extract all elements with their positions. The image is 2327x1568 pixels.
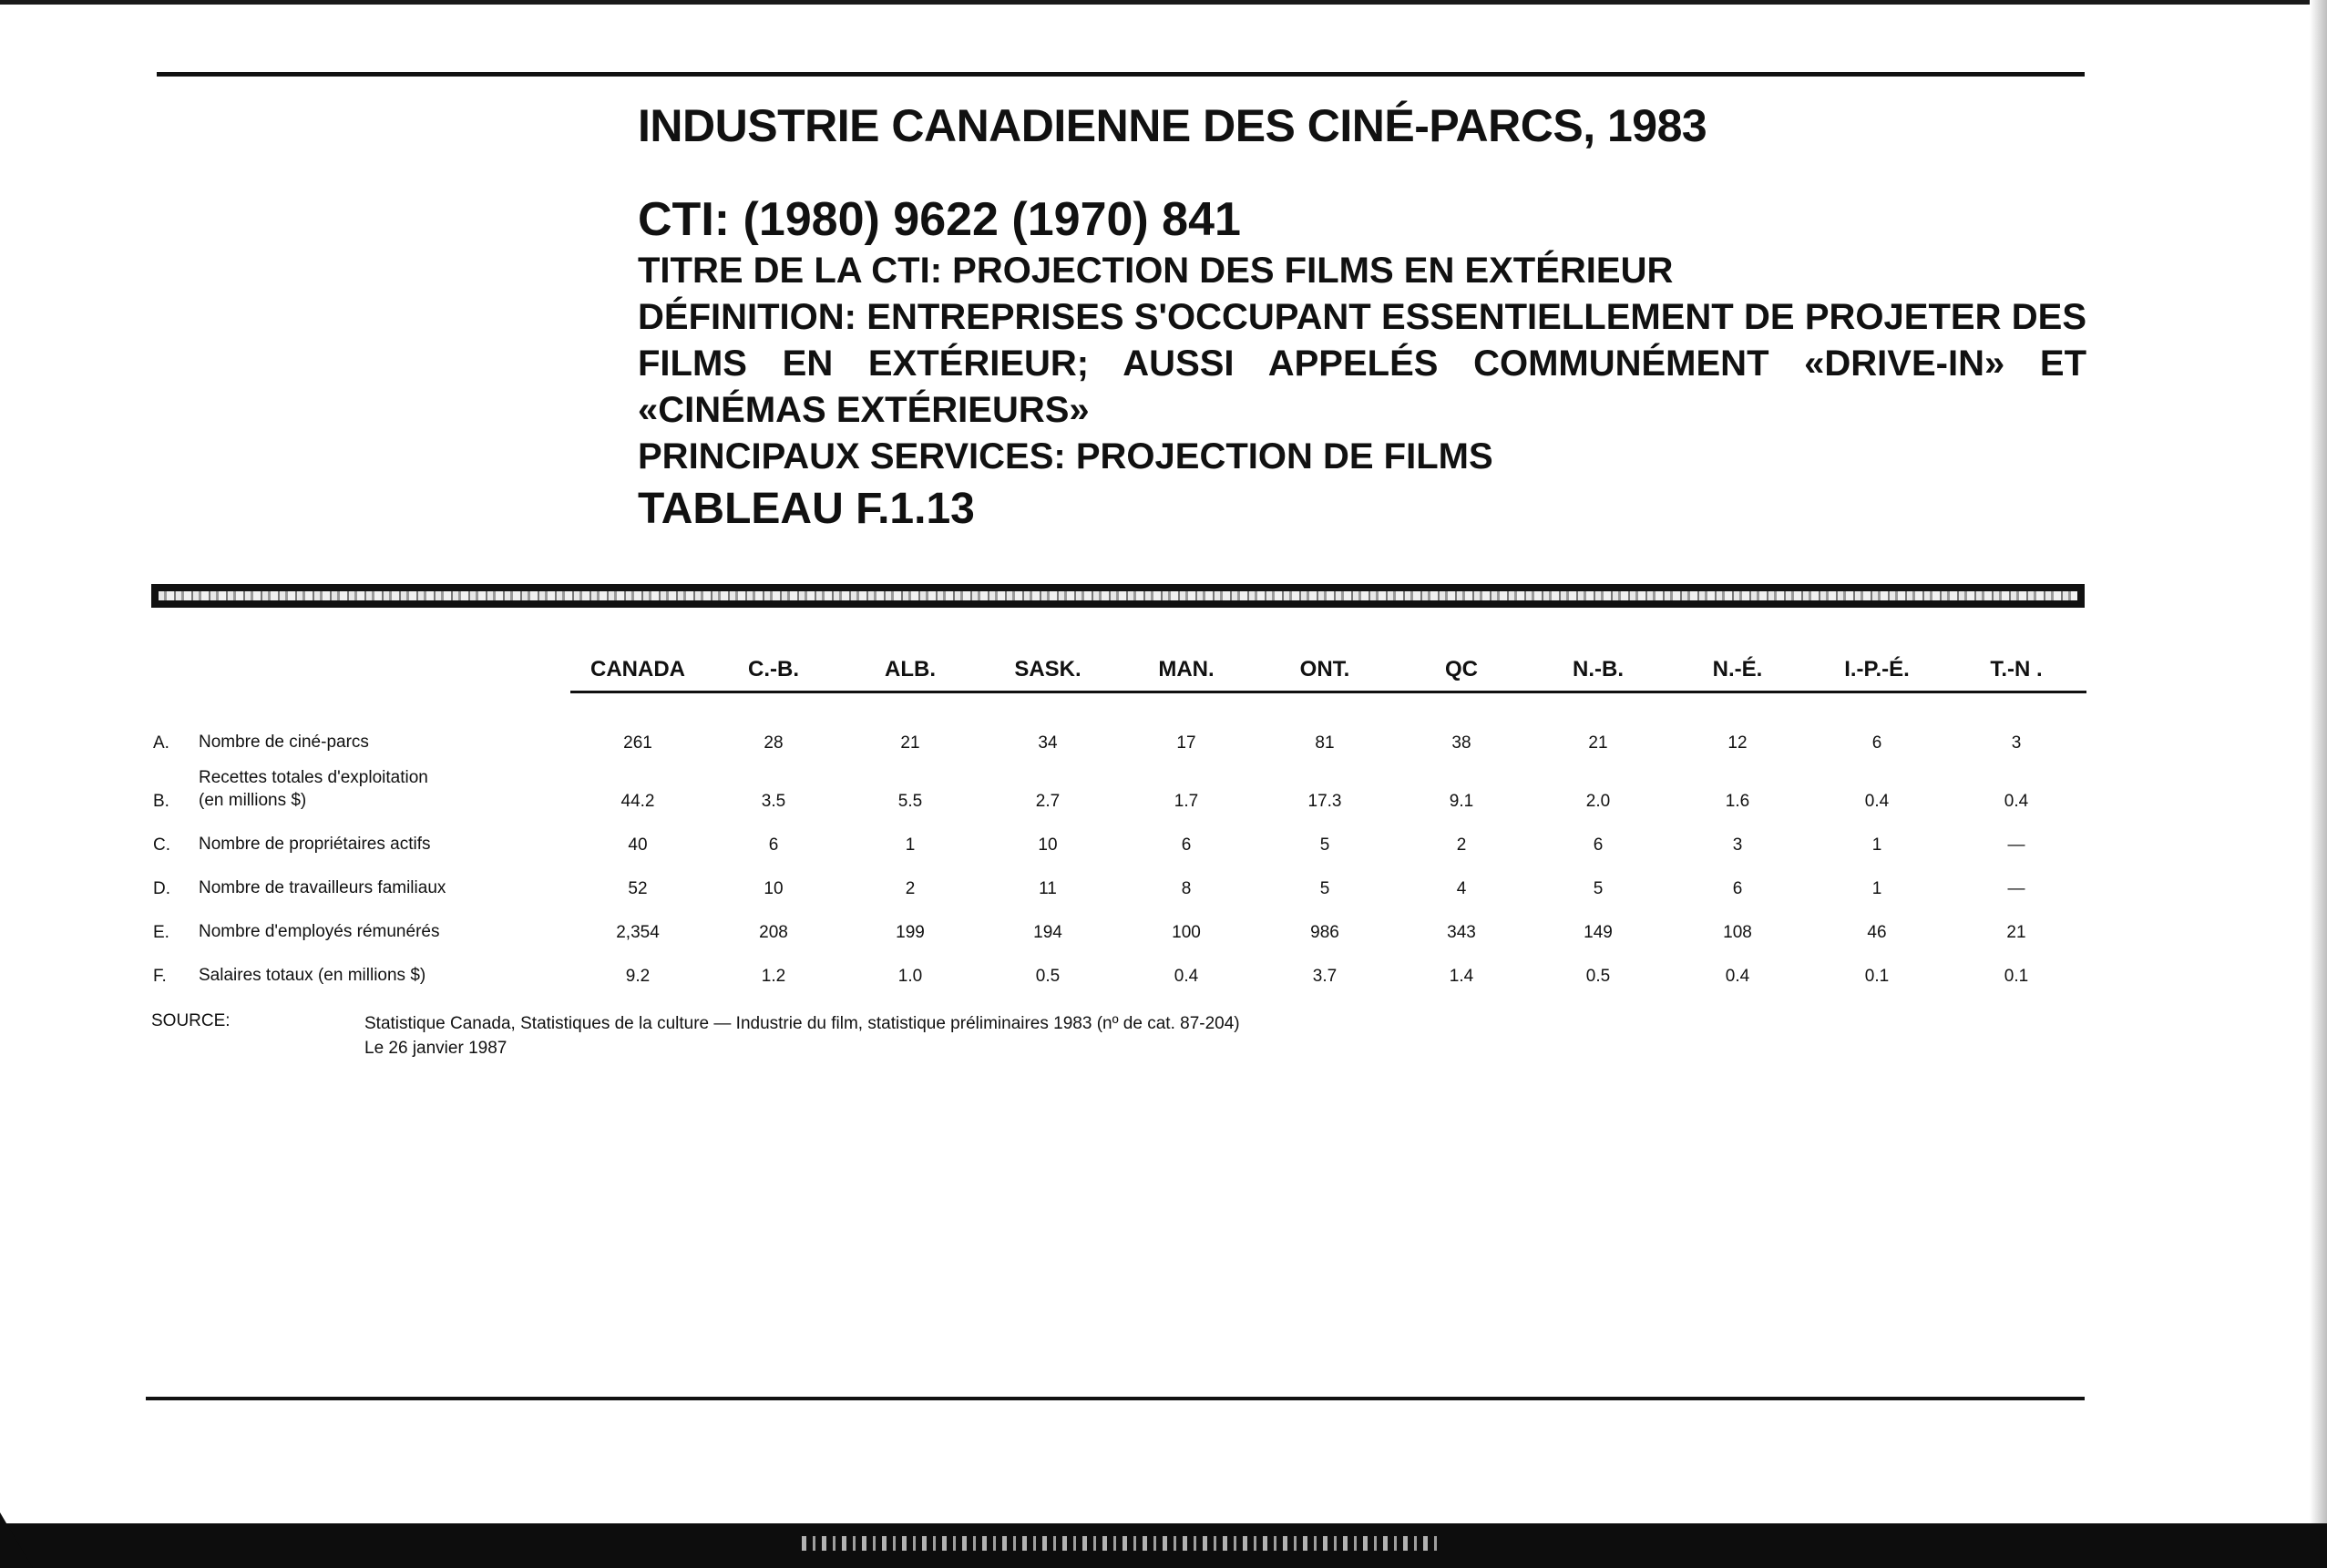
table-cell: 986 [1310, 923, 1339, 942]
row-label [199, 715, 570, 759]
table-cell: 40 [628, 835, 648, 855]
row-letter: C. [153, 835, 170, 855]
table-row [146, 948, 2086, 992]
table-cell: — [2007, 835, 2025, 855]
column-header: ALB. [842, 649, 979, 692]
table-cell: 10 [764, 879, 784, 898]
table-cell: 149 [1584, 923, 1613, 942]
row-label-line: Salaires totaux (en millions $) [199, 966, 426, 985]
table-cell: 0.5 [1035, 967, 1061, 986]
table-cell: 5.5 [897, 792, 923, 811]
band-texture [159, 591, 2077, 600]
column-header: N.-É. [1667, 649, 1808, 692]
row-label-line: Nombre d'employés rémunérés [199, 922, 440, 941]
table-cell: 261 [623, 733, 652, 753]
column-header: MAN. [1117, 649, 1256, 692]
table-cell: 10 [1038, 835, 1058, 855]
table-cell: 194 [1033, 923, 1062, 942]
cti-code: CTI: (1980) 9622 (1970) 841 [638, 193, 1241, 246]
table-cell: 3 [1732, 835, 1743, 855]
table-cell: 8 [1181, 879, 1192, 898]
table-cell: 5 [1319, 835, 1330, 855]
table-cell: 11 [1039, 879, 1057, 898]
table-cell: 21 [900, 733, 920, 753]
table-cell: 9.1 [1449, 792, 1474, 811]
table-row [146, 817, 2086, 861]
row-label-line: Nombre de ciné-parcs [199, 733, 369, 752]
table-row [146, 759, 2086, 817]
statistics-table [146, 649, 2086, 992]
table-cell: 6 [1732, 879, 1743, 898]
table-row [146, 861, 2086, 905]
table-cell: 1.2 [761, 967, 786, 986]
table-cell: 2 [905, 879, 916, 898]
table-cell: 44.2 [620, 792, 655, 811]
column-header: ONT. [1256, 649, 1394, 692]
row-label-line: Nombre de travailleurs familiaux [199, 878, 446, 897]
table-cell: 52 [628, 879, 648, 898]
column-header: C.-B. [705, 649, 842, 692]
row-letter: D. [153, 879, 170, 898]
table-cell: 0.4 [1725, 967, 1750, 986]
row-letter: F. [153, 967, 167, 986]
table-cell: 1 [1871, 835, 1882, 855]
column-header: QC [1394, 649, 1529, 692]
table-cell: 6 [768, 835, 779, 855]
row-label-line: Recettes totales d'exploitation [199, 768, 428, 787]
source-text [364, 1011, 1240, 1061]
row-label [199, 905, 570, 948]
table-cell: 12 [1727, 733, 1748, 753]
table-cell: 17.3 [1307, 792, 1342, 811]
table-spacer [146, 692, 2086, 716]
column-header: CANADA [570, 649, 705, 692]
table-cell: 199 [896, 923, 925, 942]
table-row [146, 905, 2086, 948]
document-header [638, 98, 2086, 537]
document-title: INDUSTRIE CANADIENNE DES CINÉ-PARCS, 1983 [638, 100, 1707, 151]
header-blank [199, 649, 570, 692]
bottom-rule [146, 1397, 2085, 1400]
row-label [199, 759, 570, 817]
table-cell: 1.0 [897, 967, 923, 986]
table-cell: 100 [1172, 923, 1201, 942]
row-letter: A. [153, 733, 169, 753]
table-cell: 208 [759, 923, 788, 942]
table-cell: 34 [1038, 733, 1058, 753]
table-cell: 21 [2006, 923, 2026, 942]
table-cell: 3.5 [761, 792, 786, 811]
table-cell: 2.7 [1035, 792, 1061, 811]
table-cell: 17 [1176, 733, 1196, 753]
table-cell: 108 [1723, 923, 1752, 942]
principal-services: PRINCIPAUX SERVICES: PROJECTION DE FILMS [638, 436, 1493, 477]
table-cell: 0.1 [2004, 967, 2029, 986]
table-cell: 2.0 [1585, 792, 1611, 811]
scan-right-shadow [2310, 0, 2327, 1568]
table-cell: 81 [1315, 733, 1335, 753]
table-row [146, 715, 2086, 759]
table-cell: 0.4 [2004, 792, 2029, 811]
source-date: Le 26 janvier 1987 [364, 1039, 507, 1058]
table-cell: 1.6 [1725, 792, 1750, 811]
header-blank [146, 649, 199, 692]
table-cell: 6 [1593, 835, 1604, 855]
table-cell: 1 [905, 835, 916, 855]
table-cell: 343 [1447, 923, 1476, 942]
table-cell: 2 [1456, 835, 1467, 855]
table-cell: 4 [1456, 879, 1467, 898]
table-cell: 3 [2011, 733, 2022, 753]
scan-top-edge [0, 0, 2327, 5]
row-label [199, 861, 570, 905]
table-header-row [146, 649, 2086, 692]
table-cell: 9.2 [625, 967, 651, 986]
scan-bottom-edge [0, 1523, 2327, 1568]
row-label [199, 948, 570, 992]
source-label: SOURCE: [151, 1011, 231, 1030]
column-header: N.-B. [1529, 649, 1667, 692]
table-cell: 6 [1871, 733, 1882, 753]
table-cell: 2,354 [616, 923, 660, 942]
table-body [146, 692, 2086, 993]
table-cell: — [2007, 879, 2025, 898]
table-cell: 1 [1871, 879, 1882, 898]
table-cell: 3.7 [1312, 967, 1338, 986]
column-header: I.-P.-É. [1808, 649, 1946, 692]
top-rule [157, 72, 2085, 77]
table-cell: 6 [1181, 835, 1192, 855]
table-cell: 5 [1319, 879, 1330, 898]
table-cell: 38 [1451, 733, 1471, 753]
row-letter: E. [153, 923, 169, 942]
table-cell: 28 [764, 733, 784, 753]
decorative-band [151, 584, 2085, 608]
table-label: TABLEAU F.1.13 [638, 485, 975, 533]
table-cell: 0.5 [1585, 967, 1611, 986]
definition: DÉFINITION: ENTREPRISES S'OCCUPANT ESSENTIELLEMENT DE PROJETER DES FILMS EN EXTÉRIEUR; AUSSI APPELÉS COMMUNÉMENT «DRIVE-IN» ET «CINÉMAS EXTÉRIEURS» [638, 297, 2086, 430]
table-cell: 46 [1867, 923, 1887, 942]
row-letter: B. [153, 792, 169, 811]
cti-title: TITRE DE LA CTI: PROJECTION DES FILMS EN EXTÉRIEUR [638, 251, 1674, 291]
table-cell: 0.4 [1864, 792, 1890, 811]
column-header: T.-N . [1946, 649, 2086, 692]
table-cell: 1.7 [1174, 792, 1199, 811]
column-header: SASK. [979, 649, 1117, 692]
row-label [199, 817, 570, 861]
row-label-line: (en millions $) [199, 791, 307, 810]
table-cell: 5 [1593, 879, 1604, 898]
table-cell: 21 [1588, 733, 1608, 753]
table-cell: 0.1 [1864, 967, 1890, 986]
source-citation: Statistique Canada, Statistiques de la culture — Industrie du film, statistique préliminaires 1983 (nº de cat. 87-204) [364, 1014, 1240, 1033]
row-label-line: Nombre de propriétaires actifs [199, 835, 431, 854]
table-cell: 1.4 [1449, 967, 1474, 986]
table-cell: 0.4 [1174, 967, 1199, 986]
